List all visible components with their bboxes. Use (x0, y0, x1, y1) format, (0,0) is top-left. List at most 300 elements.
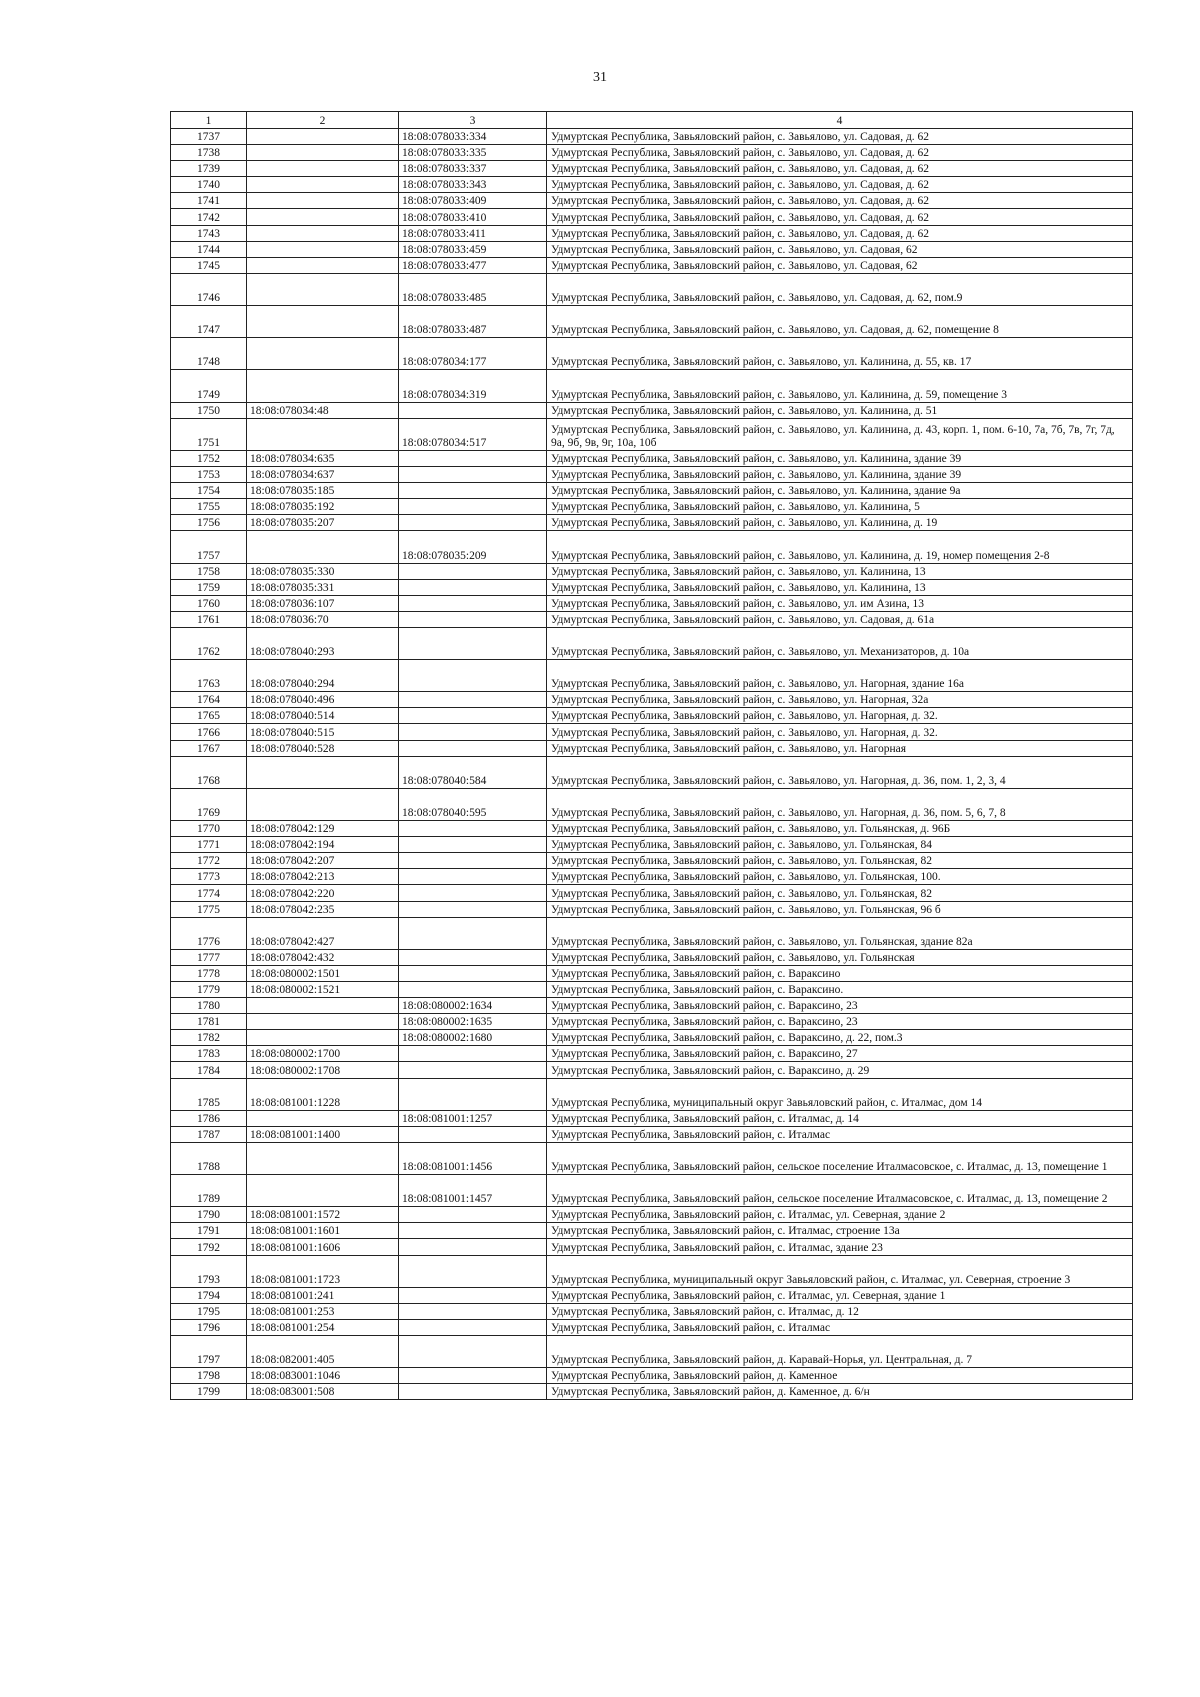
table-row (171, 225, 1133, 241)
address-cell: Удмуртская Республика, Завьяловский район, с. Завьялово, ул. Гольянская, 82 (547, 853, 1133, 869)
cadastral-number-cell: 18:08:078035:185 (247, 483, 399, 499)
cadastral-number-alt-cell (399, 563, 547, 579)
table-row (171, 241, 1133, 257)
table-row (171, 1319, 1133, 1335)
cadastral-number-alt-cell (399, 1239, 547, 1255)
address-cell: Удмуртская Республика, Завьяловский район, с. Италмас, ул. Северная, здание 2 (547, 1207, 1133, 1223)
cadastral-number-alt-cell (399, 483, 547, 499)
cadastral-number-cell: 18:08:081001:1400 (247, 1126, 399, 1142)
table-row (171, 740, 1133, 756)
address-cell: Удмуртская Республика, Завьяловский район, с. Завьялово, ул. Гольянская, 100. (547, 869, 1133, 885)
table-row (171, 853, 1133, 869)
row-number-cell: 1773 (171, 869, 247, 885)
address-cell: Удмуртская Республика, Завьяловский район, сельское поселение Италмасовское, с. Италмас, д. 13, помещение 2 (547, 1175, 1133, 1207)
table-row (171, 724, 1133, 740)
cadastral-number-cell: 18:08:078035:207 (247, 515, 399, 531)
cadastral-number-alt-cell: 18:08:078033:485 (399, 273, 547, 305)
row-number-cell: 1750 (171, 402, 247, 418)
cadastral-number-cell: 18:08:078042:213 (247, 869, 399, 885)
address-cell: Удмуртская Республика, Завьяловский район, с. Завьялово, ул. Калинина, д. 43, корп. 1, пом. 6-10, 7а, 7б, 7в, 7г, 7д, 9а, 9б, 9в, 9г, 10а, 10б (547, 418, 1133, 450)
address-cell: Удмуртская Республика, Завьяловский район, с. Завьялово, ул. Садовая, д. 62, пом.9 (547, 273, 1133, 305)
address-cell: Удмуртская Республика, Завьяловский район, с. Завьялово, ул. Садовая, д. 62 (547, 193, 1133, 209)
cadastral-number-cell: 18:08:078040:496 (247, 692, 399, 708)
cadastral-number-alt-cell (399, 724, 547, 740)
row-number-cell: 1790 (171, 1207, 247, 1223)
cadastral-number-alt-cell (399, 1046, 547, 1062)
cadastral-number-alt-cell: 18:08:078034:177 (399, 338, 547, 370)
cadastral-number-cell: 18:08:081001:1606 (247, 1239, 399, 1255)
cadastral-number-cell: 18:08:081001:1228 (247, 1078, 399, 1110)
cadastral-number-cell: 18:08:081001:1601 (247, 1223, 399, 1239)
row-number-cell: 1758 (171, 563, 247, 579)
address-cell: Удмуртская Республика, Завьяловский район, с. Завьялово, ул. Калинина, д. 51 (547, 402, 1133, 418)
address-cell: Удмуртская Республика, Завьяловский район, с. Завьялово, ул. Нагорная, д. 36, пом. 1, 2, 3, 4 (547, 756, 1133, 788)
row-number-cell: 1755 (171, 499, 247, 515)
cadastral-number-cell: 18:08:081001:1723 (247, 1255, 399, 1287)
table-header-row (171, 112, 1133, 129)
table-row (171, 1142, 1133, 1174)
table-row (171, 1287, 1133, 1303)
table-row (171, 418, 1133, 450)
table-row (171, 1207, 1133, 1223)
cadastral-number-cell (247, 177, 399, 193)
cadastral-number-alt-cell: 18:08:080002:1635 (399, 1014, 547, 1030)
table-row (171, 1239, 1133, 1255)
address-cell: Удмуртская Республика, Завьяловский район, с. Завьялово, ул. Механизаторов, д. 10а (547, 627, 1133, 659)
cadastral-number-cell: 18:08:078036:70 (247, 611, 399, 627)
row-number-cell: 1771 (171, 837, 247, 853)
table-row (171, 209, 1133, 225)
table-row (171, 1062, 1133, 1078)
table-row (171, 145, 1133, 161)
cadastral-number-cell: 18:08:083001:508 (247, 1384, 399, 1400)
cadastral-number-cell: 18:08:078036:107 (247, 595, 399, 611)
table-row (171, 450, 1133, 466)
cadastral-number-cell: 18:08:078040:514 (247, 708, 399, 724)
cadastral-number-alt-cell: 18:08:078034:319 (399, 370, 547, 402)
cadastral-number-cell (247, 273, 399, 305)
address-cell: Удмуртская Республика, Завьяловский район, с. Италмас (547, 1126, 1133, 1142)
row-number-cell: 1795 (171, 1303, 247, 1319)
address-cell: Удмуртская Республика, муниципальный округ Завьяловский район, с. Италмас, дом 14 (547, 1078, 1133, 1110)
address-cell: Удмуртская Республика, Завьяловский район, с. Завьялово, ул. Калинина, 13 (547, 579, 1133, 595)
row-number-cell: 1759 (171, 579, 247, 595)
address-cell: Удмуртская Республика, Завьяловский район, с. Завьялово, ул. Гольянская, д. 96Б (547, 821, 1133, 837)
row-number-cell: 1740 (171, 177, 247, 193)
cadastral-number-cell: 18:08:078042:207 (247, 853, 399, 869)
address-cell: Удмуртская Республика, Завьяловский район, с. Завьялово, ул. Калинина, д. 19, номер помещения 2-8 (547, 531, 1133, 563)
cadastral-number-cell: 18:08:078040:293 (247, 627, 399, 659)
address-cell: Удмуртская Республика, Завьяловский район, с. Завьялово, ул. Садовая, д. 62 (547, 209, 1133, 225)
cadastral-number-alt-cell: 18:08:078033:459 (399, 241, 547, 257)
address-cell: Удмуртская Республика, Завьяловский район, д. Каменное (547, 1368, 1133, 1384)
cadastral-number-alt-cell: 18:08:080002:1680 (399, 1030, 547, 1046)
address-cell: Удмуртская Республика, Завьяловский район, с. Завьялово, ул. Гольянская, здание 82а (547, 917, 1133, 949)
cadastral-number-cell (247, 209, 399, 225)
row-number-cell: 1760 (171, 595, 247, 611)
table-row (171, 627, 1133, 659)
row-number-cell: 1749 (171, 370, 247, 402)
cadastral-number-cell: 18:08:083001:1046 (247, 1368, 399, 1384)
table-row (171, 338, 1133, 370)
address-cell: Удмуртская Республика, Завьяловский район, с. Италмас, д. 14 (547, 1110, 1133, 1126)
cadastral-number-alt-cell: 18:08:078033:411 (399, 225, 547, 241)
address-cell: Удмуртская Республика, Завьяловский район, с. Завьялово, ул. Садовая, д. 62 (547, 145, 1133, 161)
cadastral-number-cell (247, 531, 399, 563)
cadastral-number-cell: 18:08:081001:241 (247, 1287, 399, 1303)
row-number-cell: 1751 (171, 418, 247, 450)
cadastral-number-cell (247, 418, 399, 450)
column-header: 4 (547, 112, 1133, 129)
row-number-cell: 1754 (171, 483, 247, 499)
cadastral-number-alt-cell: 18:08:078040:595 (399, 788, 547, 820)
cadastral-number-alt-cell (399, 949, 547, 965)
address-cell: Удмуртская Республика, Завьяловский район, с. Завьялово, ул. Садовая, д. 62 (547, 177, 1133, 193)
row-number-cell: 1745 (171, 257, 247, 273)
cadastral-number-alt-cell (399, 450, 547, 466)
cadastral-number-cell (247, 225, 399, 241)
cadastral-number-alt-cell (399, 579, 547, 595)
row-number-cell: 1766 (171, 724, 247, 740)
cadastral-number-alt-cell: 18:08:078033:343 (399, 177, 547, 193)
address-cell: Удмуртская Республика, Завьяловский район, с. Вараксино, 27 (547, 1046, 1133, 1062)
cadastral-number-cell: 18:08:078034:637 (247, 466, 399, 482)
address-cell: Удмуртская Республика, Завьяловский район, с. Италмас, строение 13а (547, 1223, 1133, 1239)
table-row (171, 402, 1133, 418)
table-row (171, 901, 1133, 917)
table-row (171, 788, 1133, 820)
row-number-cell: 1757 (171, 531, 247, 563)
row-number-cell: 1778 (171, 965, 247, 981)
address-cell: Удмуртская Республика, Завьяловский район, с. Италмас, д. 12 (547, 1303, 1133, 1319)
cadastral-number-cell: 18:08:080002:1521 (247, 981, 399, 997)
cadastral-number-alt-cell (399, 627, 547, 659)
cadastral-number-cell: 18:08:081001:254 (247, 1319, 399, 1335)
cadastral-number-cell (247, 241, 399, 257)
row-number-cell: 1768 (171, 756, 247, 788)
cadastral-number-cell: 18:08:081001:1572 (247, 1207, 399, 1223)
row-number-cell: 1763 (171, 660, 247, 692)
cadastral-number-alt-cell (399, 1126, 547, 1142)
address-cell: Удмуртская Республика, Завьяловский район, с. Завьялово, ул. Садовая, д. 62, помещение 8 (547, 306, 1133, 338)
table-row (171, 611, 1133, 627)
table-row (171, 483, 1133, 499)
cadastral-number-alt-cell (399, 885, 547, 901)
cadastral-number-cell: 18:08:078040:528 (247, 740, 399, 756)
row-number-cell: 1753 (171, 466, 247, 482)
row-number-cell: 1741 (171, 193, 247, 209)
row-number-cell: 1798 (171, 1368, 247, 1384)
address-cell: Удмуртская Республика, муниципальный округ Завьяловский район, с. Италмас, ул. Северная, строение 3 (547, 1255, 1133, 1287)
cadastral-number-alt-cell (399, 611, 547, 627)
cadastral-number-alt-cell (399, 1223, 547, 1239)
address-cell: Удмуртская Республика, Завьяловский район, с. Италмас, ул. Северная, здание 1 (547, 1287, 1133, 1303)
row-number-cell: 1737 (171, 129, 247, 145)
row-number-cell: 1775 (171, 901, 247, 917)
row-number-cell: 1770 (171, 821, 247, 837)
row-number-cell: 1779 (171, 981, 247, 997)
cadastral-number-cell (247, 338, 399, 370)
cadastral-number-alt-cell: 18:08:081001:1456 (399, 1142, 547, 1174)
address-cell: Удмуртская Республика, Завьяловский район, д. Каравай-Норья, ул. Центральная, д. 7 (547, 1336, 1133, 1368)
row-number-cell: 1793 (171, 1255, 247, 1287)
address-cell: Удмуртская Республика, Завьяловский район, с. Завьялово, ул. Калинина, д. 59, помещение 3 (547, 370, 1133, 402)
row-number-cell: 1784 (171, 1062, 247, 1078)
cadastral-number-alt-cell (399, 1078, 547, 1110)
page-number: 31 (593, 70, 607, 85)
row-number-cell: 1792 (171, 1239, 247, 1255)
row-number-cell: 1756 (171, 515, 247, 531)
cadastral-number-alt-cell (399, 837, 547, 853)
row-number-cell: 1769 (171, 788, 247, 820)
table-row (171, 177, 1133, 193)
row-number-cell: 1767 (171, 740, 247, 756)
cadastral-number-alt-cell: 18:08:078033:337 (399, 161, 547, 177)
cadastral-number-cell: 18:08:078035:331 (247, 579, 399, 595)
address-cell: Удмуртская Республика, Завьяловский район, с. Завьялово, ул. Нагорная, д. 32. (547, 708, 1133, 724)
row-number-cell: 1772 (171, 853, 247, 869)
row-number-cell: 1796 (171, 1319, 247, 1335)
cadastral-number-cell: 18:08:078034:48 (247, 402, 399, 418)
table-row (171, 466, 1133, 482)
cadastral-number-cell: 18:08:078042:194 (247, 837, 399, 853)
cadastral-number-alt-cell (399, 466, 547, 482)
cadastral-number-alt-cell (399, 1062, 547, 1078)
cadastral-number-alt-cell (399, 1303, 547, 1319)
address-cell: Удмуртская Республика, Завьяловский район, с. Завьялово, ул. Нагорная (547, 740, 1133, 756)
row-number-cell: 1747 (171, 306, 247, 338)
cadastral-number-alt-cell (399, 692, 547, 708)
cadastral-number-cell (247, 129, 399, 145)
row-number-cell: 1762 (171, 627, 247, 659)
row-number-cell: 1739 (171, 161, 247, 177)
table-row (171, 129, 1133, 145)
table-row (171, 563, 1133, 579)
cadastral-number-cell: 18:08:078035:192 (247, 499, 399, 515)
cadastral-number-alt-cell: 18:08:078033:335 (399, 145, 547, 161)
address-cell: Удмуртская Республика, Завьяловский район, с. Завьялово, ул. Калинина, здание 9а (547, 483, 1133, 499)
table-row (171, 998, 1133, 1014)
row-number-cell: 1761 (171, 611, 247, 627)
table-row (171, 756, 1133, 788)
cadastral-number-alt-cell (399, 965, 547, 981)
cadastral-number-alt-cell (399, 981, 547, 997)
table-row (171, 1175, 1133, 1207)
row-number-cell: 1794 (171, 1287, 247, 1303)
table-row (171, 1223, 1133, 1239)
cadastral-number-cell: 18:08:078040:294 (247, 660, 399, 692)
cadastral-number-alt-cell (399, 853, 547, 869)
address-cell: Удмуртская Республика, Завьяловский район, с. Вараксино, д. 22, пом.3 (547, 1030, 1133, 1046)
table-row (171, 306, 1133, 338)
cadastral-number-cell (247, 145, 399, 161)
table-row (171, 949, 1133, 965)
cadastral-number-alt-cell (399, 1384, 547, 1400)
address-cell: Удмуртская Республика, Завьяловский район, с. Завьялово, ул. Калинина, 5 (547, 499, 1133, 515)
cadastral-number-alt-cell (399, 869, 547, 885)
address-cell: Удмуртская Республика, Завьяловский район, с. Вараксино, 23 (547, 1014, 1133, 1030)
cadastral-number-cell (247, 306, 399, 338)
address-cell: Удмуртская Республика, Завьяловский район, с. Завьялово, ул. Садовая, д. 62 (547, 161, 1133, 177)
cadastral-number-cell (247, 193, 399, 209)
address-cell: Удмуртская Республика, Завьяловский район, с. Завьялово, ул. Калинина, д. 55, кв. 17 (547, 338, 1133, 370)
cadastral-number-cell: 18:08:078034:635 (247, 450, 399, 466)
address-cell: Удмуртская Республика, Завьяловский район, с. Вараксино, 23 (547, 998, 1133, 1014)
column-header: 1 (171, 112, 247, 129)
cadastral-number-alt-cell (399, 821, 547, 837)
table-row (171, 1303, 1133, 1319)
cadastral-number-alt-cell (399, 1336, 547, 1368)
cadastral-number-alt-cell (399, 515, 547, 531)
cadastral-number-alt-cell (399, 1368, 547, 1384)
cadastral-number-cell: 18:08:080002:1700 (247, 1046, 399, 1062)
cadastral-number-cell: 18:08:081001:253 (247, 1303, 399, 1319)
table-row (171, 1030, 1133, 1046)
row-number-cell: 1746 (171, 273, 247, 305)
address-cell: Удмуртская Республика, Завьяловский район, с. Завьялово, ул. Садовая, д. 62 (547, 129, 1133, 145)
address-cell: Удмуртская Республика, Завьяловский район, с. Италмас, здание 23 (547, 1239, 1133, 1255)
row-number-cell: 1783 (171, 1046, 247, 1062)
address-cell: Удмуртская Республика, Завьяловский район, с. Завьялово, ул. Калинина, 13 (547, 563, 1133, 579)
cadastral-number-cell (247, 257, 399, 273)
address-cell: Удмуртская Республика, Завьяловский район, с. Завьялово, ул. Гольянская (547, 949, 1133, 965)
table-row (171, 660, 1133, 692)
cadastral-number-alt-cell (399, 595, 547, 611)
address-cell: Удмуртская Республика, Завьяловский район, с. Завьялово, ул. Садовая, д. 61а (547, 611, 1133, 627)
cadastral-number-cell: 18:08:078042:432 (247, 949, 399, 965)
row-number-cell: 1787 (171, 1126, 247, 1142)
table-row (171, 692, 1133, 708)
cadastral-number-cell (247, 1110, 399, 1126)
cadastral-number-cell (247, 1030, 399, 1046)
cadastral-number-alt-cell (399, 1287, 547, 1303)
cadastral-number-alt-cell (399, 1207, 547, 1223)
table-row (171, 1384, 1133, 1400)
address-cell: Удмуртская Республика, Завьяловский район, с. Завьялово, ул. Калинина, здание 39 (547, 466, 1133, 482)
cadastral-number-alt-cell: 18:08:078033:410 (399, 209, 547, 225)
row-number-cell: 1744 (171, 241, 247, 257)
row-number-cell: 1799 (171, 1384, 247, 1400)
address-cell: Удмуртская Республика, Завьяловский район, с. Завьялово, ул. Садовая, 62 (547, 257, 1133, 273)
table-row (171, 1255, 1133, 1287)
table-row (171, 370, 1133, 402)
address-cell: Удмуртская Республика, Завьяловский район, с. Завьялово, ул. Калинина, здание 39 (547, 450, 1133, 466)
row-number-cell: 1782 (171, 1030, 247, 1046)
table-row (171, 1078, 1133, 1110)
cadastral-number-cell (247, 1175, 399, 1207)
cadastral-number-cell: 18:08:078042:427 (247, 917, 399, 949)
cadastral-number-alt-cell (399, 499, 547, 515)
cadastral-number-cell: 18:08:078042:235 (247, 901, 399, 917)
table-row (171, 515, 1133, 531)
address-cell: Удмуртская Республика, Завьяловский район, с. Завьялово, ул. Гольянская, 82 (547, 885, 1133, 901)
cadastral-number-cell: 18:08:078035:330 (247, 563, 399, 579)
address-cell: Удмуртская Республика, Завьяловский район, с. Завьялово, ул. Нагорная, 32а (547, 692, 1133, 708)
cadastral-number-alt-cell (399, 917, 547, 949)
cadastral-number-cell: 18:08:078042:220 (247, 885, 399, 901)
cadastral-number-alt-cell: 18:08:078033:487 (399, 306, 547, 338)
property-table (170, 111, 1133, 1400)
cadastral-number-cell (247, 998, 399, 1014)
row-number-cell: 1791 (171, 1223, 247, 1239)
address-cell: Удмуртская Республика, Завьяловский район, с. Завьялово, ул. Нагорная, здание 16а (547, 660, 1133, 692)
address-cell: Удмуртская Республика, Завьяловский район, с. Вараксино (547, 965, 1133, 981)
cadastral-number-alt-cell: 18:08:081001:1257 (399, 1110, 547, 1126)
cadastral-number-cell: 18:08:078042:129 (247, 821, 399, 837)
row-number-cell: 1765 (171, 708, 247, 724)
table-row (171, 869, 1133, 885)
cadastral-number-cell (247, 756, 399, 788)
row-number-cell: 1742 (171, 209, 247, 225)
row-number-cell: 1777 (171, 949, 247, 965)
cadastral-number-alt-cell (399, 402, 547, 418)
cadastral-number-alt-cell (399, 660, 547, 692)
table-row (171, 193, 1133, 209)
table-row (171, 821, 1133, 837)
cadastral-number-alt-cell: 18:08:078033:409 (399, 193, 547, 209)
row-number-cell: 1785 (171, 1078, 247, 1110)
cadastral-number-alt-cell (399, 740, 547, 756)
address-cell: Удмуртская Республика, Завьяловский район, с. Вараксино, д. 29 (547, 1062, 1133, 1078)
cadastral-number-alt-cell: 18:08:078033:334 (399, 129, 547, 145)
cadastral-number-cell: 18:08:078040:515 (247, 724, 399, 740)
row-number-cell: 1738 (171, 145, 247, 161)
cadastral-number-cell (247, 1142, 399, 1174)
cadastral-number-alt-cell (399, 1319, 547, 1335)
address-cell: Удмуртская Республика, Завьяловский район, сельское поселение Италмасовское, с. Италмас, д. 13, помещение 1 (547, 1142, 1133, 1174)
row-number-cell: 1797 (171, 1336, 247, 1368)
table-row (171, 595, 1133, 611)
cadastral-number-alt-cell: 18:08:078033:477 (399, 257, 547, 273)
table-row (171, 917, 1133, 949)
cadastral-number-cell (247, 370, 399, 402)
address-cell: Удмуртская Республика, Завьяловский район, с. Вараксино. (547, 981, 1133, 997)
cadastral-number-alt-cell: 18:08:080002:1634 (399, 998, 547, 1014)
cadastral-number-cell (247, 161, 399, 177)
address-cell: Удмуртская Республика, Завьяловский район, д. Каменное, д. 6/н (547, 1384, 1133, 1400)
cadastral-number-alt-cell (399, 1255, 547, 1287)
cadastral-number-alt-cell (399, 901, 547, 917)
cadastral-number-alt-cell: 18:08:078040:584 (399, 756, 547, 788)
table-row (171, 1336, 1133, 1368)
row-number-cell: 1776 (171, 917, 247, 949)
table-row (171, 708, 1133, 724)
table-row (171, 885, 1133, 901)
table-row (171, 837, 1133, 853)
cadastral-number-cell: 18:08:080002:1501 (247, 965, 399, 981)
row-number-cell: 1788 (171, 1142, 247, 1174)
row-number-cell: 1789 (171, 1175, 247, 1207)
table-row (171, 1368, 1133, 1384)
table-body (171, 129, 1133, 1400)
row-number-cell: 1752 (171, 450, 247, 466)
row-number-cell: 1748 (171, 338, 247, 370)
address-cell: Удмуртская Республика, Завьяловский район, с. Завьялово, ул. Нагорная, д. 32. (547, 724, 1133, 740)
table-row (171, 965, 1133, 981)
row-number-cell: 1764 (171, 692, 247, 708)
cadastral-number-cell (247, 1014, 399, 1030)
cadastral-number-cell: 18:08:082001:405 (247, 1336, 399, 1368)
address-cell: Удмуртская Республика, Завьяловский район, с. Италмас (547, 1319, 1133, 1335)
address-cell: Удмуртская Республика, Завьяловский район, с. Завьялово, ул. Гольянская, 96 б (547, 901, 1133, 917)
table-row (171, 161, 1133, 177)
table-row (171, 981, 1133, 997)
table-row (171, 499, 1133, 515)
cadastral-number-alt-cell: 18:08:078035:209 (399, 531, 547, 563)
row-number-cell: 1786 (171, 1110, 247, 1126)
address-cell: Удмуртская Республика, Завьяловский район, с. Завьялово, ул. Садовая, д. 62 (547, 225, 1133, 241)
table-row (171, 1110, 1133, 1126)
